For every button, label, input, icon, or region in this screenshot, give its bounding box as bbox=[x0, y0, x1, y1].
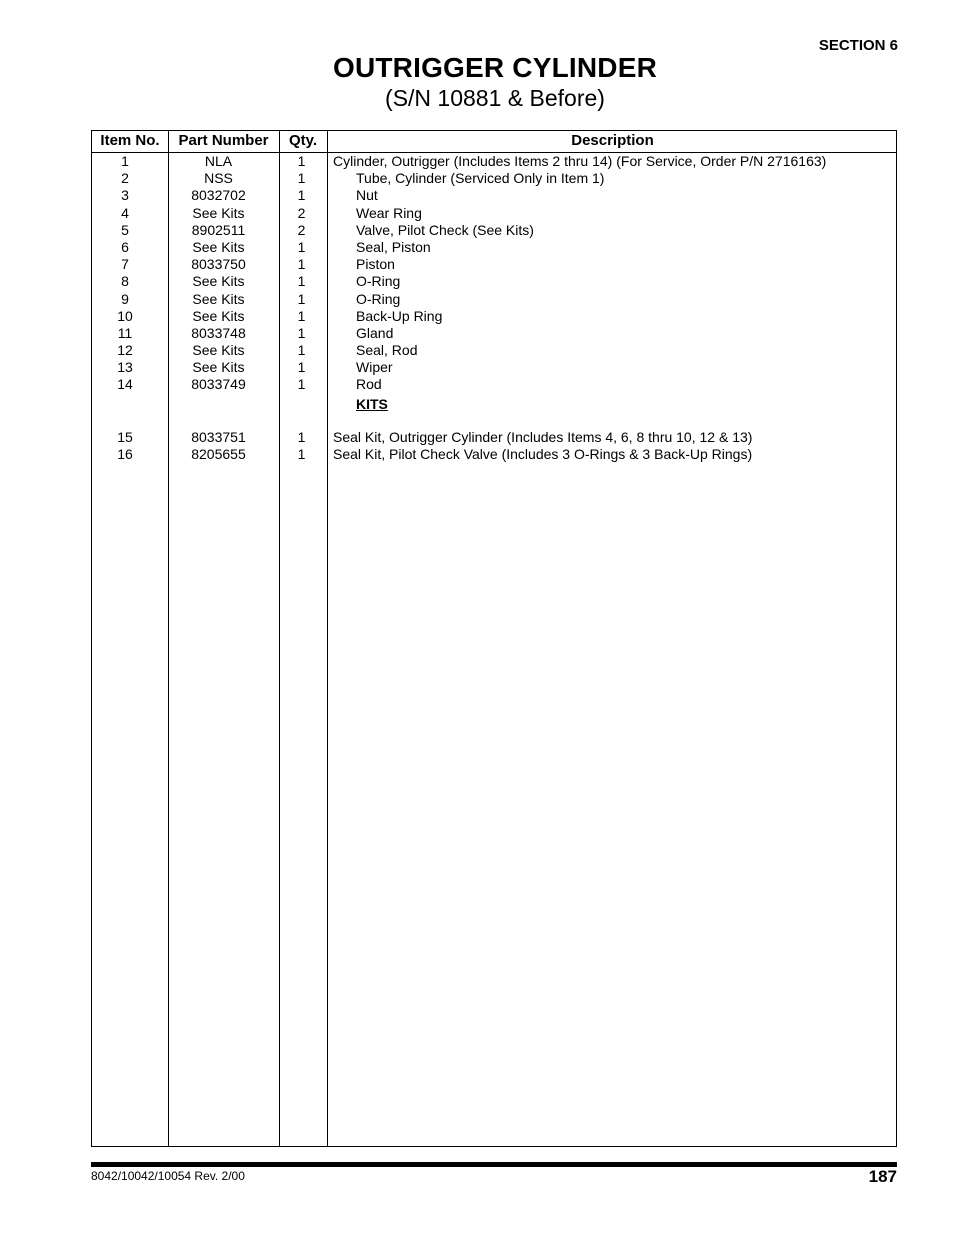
table-row bbox=[92, 446, 896, 463]
quantity: 2 bbox=[297, 221, 306, 238]
description: Seal Kit, Outrigger Cylinder (Includes Items 4, 6, 8 thru 10, 12 & 13) bbox=[333, 428, 753, 445]
item-number: 9 bbox=[121, 290, 129, 307]
part-number: 8032702 bbox=[191, 187, 246, 204]
item-number: 11 bbox=[117, 324, 133, 341]
quantity: 1 bbox=[297, 428, 306, 445]
section-label: SECTION 6 bbox=[818, 37, 898, 54]
table-row bbox=[92, 359, 896, 376]
item-number: 7 bbox=[121, 256, 129, 273]
item-number: 6 bbox=[121, 238, 129, 255]
kits-heading: KITS bbox=[356, 395, 388, 412]
table-row bbox=[92, 205, 896, 222]
part-number: 8033748 bbox=[191, 324, 246, 341]
description: Seal, Piston bbox=[356, 238, 431, 255]
table-row bbox=[92, 342, 896, 359]
description: Cylinder, Outrigger (Includes Items 2 thru 14) (For Service, Order P/N 2716163) bbox=[333, 153, 827, 169]
table-row bbox=[92, 170, 896, 187]
description: Valve, Pilot Check (See Kits) bbox=[356, 221, 534, 238]
part-number: See Kits bbox=[192, 307, 245, 324]
table-row bbox=[92, 187, 896, 204]
quantity: 1 bbox=[297, 238, 306, 255]
kits-section bbox=[92, 394, 896, 422]
column-header-part-number: Part Number bbox=[178, 132, 269, 149]
table-row bbox=[92, 273, 896, 290]
item-number: 15 bbox=[117, 428, 133, 445]
table-row bbox=[92, 291, 896, 308]
description: Rod bbox=[356, 376, 382, 393]
part-number: 8902511 bbox=[191, 221, 246, 238]
description: O-Ring bbox=[356, 273, 401, 290]
description: Back-Up Ring bbox=[356, 307, 443, 324]
quantity: 1 bbox=[297, 376, 306, 393]
description: Tube, Cylinder (Serviced Only in Item 1) bbox=[356, 170, 605, 187]
column-header-item: Item No. bbox=[100, 132, 160, 149]
item-number: 13 bbox=[117, 359, 133, 376]
description: O-Ring bbox=[356, 290, 401, 307]
table-row bbox=[92, 239, 896, 256]
part-number: See Kits bbox=[192, 290, 245, 307]
part-number: 8033749 bbox=[191, 376, 246, 393]
part-number: See Kits bbox=[192, 204, 245, 221]
part-number: NSS bbox=[204, 170, 233, 187]
column-header-qty: Qty. bbox=[288, 132, 318, 149]
quantity: 1 bbox=[297, 445, 306, 462]
table-row bbox=[92, 325, 896, 342]
item-number: 5 bbox=[121, 221, 129, 238]
table-row bbox=[92, 256, 896, 273]
part-number: See Kits bbox=[192, 342, 245, 359]
quantity: 1 bbox=[297, 256, 306, 273]
part-number: 8205655 bbox=[191, 445, 246, 462]
table-row bbox=[92, 222, 896, 239]
item-number: 8 bbox=[121, 273, 129, 290]
part-number: See Kits bbox=[192, 273, 245, 290]
description: Piston bbox=[356, 256, 395, 273]
item-number: 12 bbox=[117, 342, 133, 359]
quantity: 1 bbox=[297, 273, 306, 290]
parts-table bbox=[91, 130, 897, 1147]
item-number: 10 bbox=[117, 307, 133, 324]
part-number: See Kits bbox=[192, 238, 245, 255]
quantity: 1 bbox=[297, 359, 306, 376]
description: Wear Ring bbox=[356, 204, 422, 221]
table-row bbox=[92, 308, 896, 325]
quantity: 1 bbox=[297, 290, 306, 307]
description: Gland bbox=[356, 324, 394, 341]
item-number: 4 bbox=[121, 204, 129, 221]
table-row bbox=[92, 376, 896, 393]
table-row bbox=[92, 153, 896, 170]
item-number: 16 bbox=[117, 445, 133, 462]
quantity: 2 bbox=[297, 204, 306, 221]
item-number: 2 bbox=[121, 170, 129, 187]
table-body bbox=[92, 153, 896, 463]
quantity: 1 bbox=[297, 324, 306, 341]
part-number: 8033750 bbox=[191, 256, 246, 273]
description: Nut bbox=[356, 187, 378, 204]
quantity: 1 bbox=[297, 342, 306, 359]
description: Seal, Rod bbox=[356, 342, 418, 359]
quantity: 1 bbox=[297, 187, 306, 204]
document-reference: 8042/10042/10054 Rev. 2/00 bbox=[91, 1169, 245, 1183]
part-number: NLA bbox=[204, 153, 233, 169]
page-subtitle: (S/N 10881 & Before) bbox=[385, 85, 605, 111]
description: Seal Kit, Pilot Check Valve (Includes 3 O-Rings & 3 Back-Up Rings) bbox=[333, 445, 753, 462]
table-row bbox=[92, 429, 896, 446]
footer-rule bbox=[91, 1162, 897, 1167]
part-number: 8033751 bbox=[191, 428, 246, 445]
page-number: 187 bbox=[868, 1167, 897, 1186]
column-header-description: Description bbox=[571, 132, 654, 149]
item-number: 1 bbox=[121, 153, 129, 169]
quantity: 1 bbox=[297, 307, 306, 324]
item-number: 14 bbox=[117, 376, 133, 393]
quantity: 1 bbox=[297, 170, 306, 187]
page-title: OUTRIGGER CYLINDER bbox=[332, 52, 658, 83]
item-number: 3 bbox=[121, 187, 129, 204]
part-number: See Kits bbox=[192, 359, 245, 376]
description: Wiper bbox=[356, 359, 393, 376]
quantity: 1 bbox=[297, 153, 306, 169]
